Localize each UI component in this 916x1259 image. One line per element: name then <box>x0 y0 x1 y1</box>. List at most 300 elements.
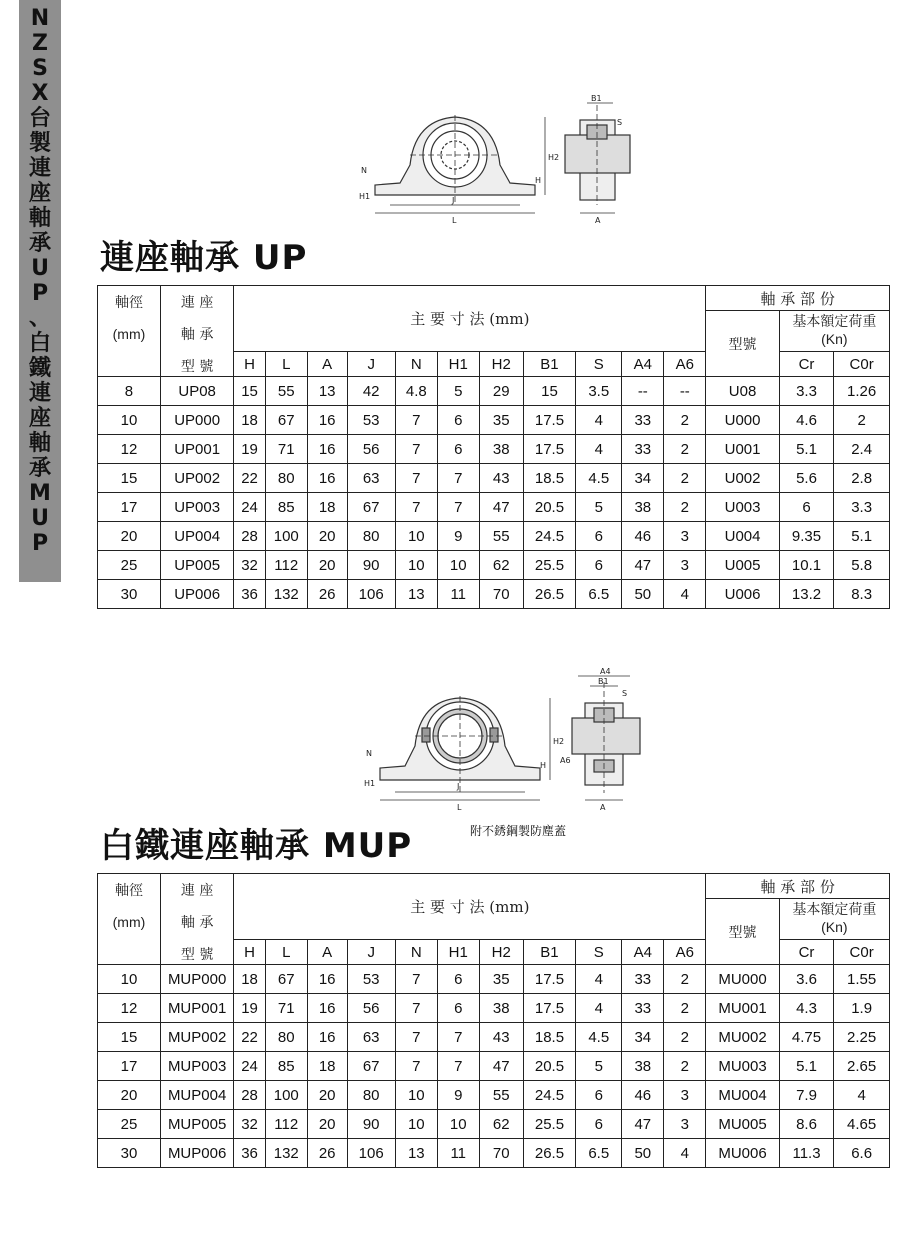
table-cell: 56 <box>347 994 395 1023</box>
table-cell: 1.26 <box>834 377 890 406</box>
table-cell: 13 <box>395 580 437 609</box>
table-cell: U08 <box>706 377 779 406</box>
table-cell: 67 <box>265 965 307 994</box>
table-cell: 32 <box>234 1110 265 1139</box>
mup-label-h2: H2 <box>553 737 565 746</box>
table-cell: 20 <box>98 522 161 551</box>
table-cell: 4 <box>576 965 622 994</box>
table-cell: 80 <box>265 464 307 493</box>
table-cell: 17 <box>98 493 161 522</box>
table-cell: UP002 <box>160 464 233 493</box>
unit-label-2: 軸 承 <box>180 915 214 931</box>
table-cell: 4.5 <box>576 1023 622 1052</box>
model-header: 型號 <box>706 899 779 965</box>
table-cell: U000 <box>706 406 779 435</box>
table-cell: 2 <box>664 493 706 522</box>
table-cell: 18 <box>307 1052 347 1081</box>
table-cell: 8.3 <box>834 580 890 609</box>
table-cell: 17.5 <box>523 994 575 1023</box>
table-cell: 36 <box>234 1139 265 1168</box>
table-cell: 4 <box>834 1081 890 1110</box>
table-cell: 24.5 <box>523 1081 575 1110</box>
bore-unit: (mm) <box>112 914 146 930</box>
table-cell: UP005 <box>160 551 233 580</box>
bore-label: 軸徑 <box>114 883 143 899</box>
table-cell: 4.5 <box>576 464 622 493</box>
table-cell: 9 <box>437 1081 479 1110</box>
table-cell: 6 <box>576 1081 622 1110</box>
table-cell: 34 <box>622 464 664 493</box>
up-label-h1: H1 <box>359 192 371 201</box>
table-cell: 5.6 <box>779 464 834 493</box>
table-cell: 3 <box>664 1081 706 1110</box>
up-label-s: S <box>617 118 623 127</box>
load-header <box>779 899 889 940</box>
table-cell: 112 <box>265 551 307 580</box>
sidebar-char: P <box>31 281 49 306</box>
table-cell: UP006 <box>160 580 233 609</box>
table-cell: 7 <box>437 1023 479 1052</box>
table-cell: 46 <box>622 1081 664 1110</box>
sidebar-char: 座 <box>28 406 51 431</box>
load-label: 基本額定荷重 <box>792 314 877 330</box>
table-cell: 7 <box>437 493 479 522</box>
up-label-b1: B1 <box>591 95 602 103</box>
table-cell: 2.4 <box>834 435 890 464</box>
col-header-a6: A6 <box>664 352 706 377</box>
table-cell: 55 <box>265 377 307 406</box>
table-cell: 7 <box>395 994 437 1023</box>
table-row <box>98 1110 890 1139</box>
sidebar-char: 、 <box>28 306 51 331</box>
table-cell: 4 <box>576 435 622 464</box>
table-cell: 71 <box>265 994 307 1023</box>
table-cell: 7 <box>395 1052 437 1081</box>
table-cell: 18 <box>307 493 347 522</box>
table-cell: 1.9 <box>834 994 890 1023</box>
table-row <box>98 580 890 609</box>
table-cell: MUP004 <box>160 1081 233 1110</box>
table-cell: MU001 <box>706 994 779 1023</box>
table-cell: 4 <box>664 1139 706 1168</box>
table-cell: 20 <box>307 551 347 580</box>
table-row <box>98 1139 890 1168</box>
table-cell: 11 <box>437 580 479 609</box>
table-cell: 46 <box>622 522 664 551</box>
table-cell: 42 <box>347 377 395 406</box>
table-cell: 55 <box>479 1081 523 1110</box>
table-cell: U004 <box>706 522 779 551</box>
bore-header <box>98 874 161 965</box>
sidebar-char: 連 <box>28 381 51 406</box>
table-cell: 22 <box>234 1023 265 1052</box>
mup-drawing <box>360 668 655 818</box>
table-cell: 43 <box>479 1023 523 1052</box>
table-cell: MU005 <box>706 1110 779 1139</box>
table-cell: 15 <box>234 377 265 406</box>
table-cell: 2.65 <box>834 1052 890 1081</box>
table-cell: 2 <box>834 406 890 435</box>
table-row <box>98 1023 890 1052</box>
table-cell: 63 <box>347 464 395 493</box>
table-cell: 17.5 <box>523 435 575 464</box>
table-cell: 24 <box>234 1052 265 1081</box>
table-cell: 2.25 <box>834 1023 890 1052</box>
table-cell: 7 <box>395 965 437 994</box>
table-cell: 30 <box>98 1139 161 1168</box>
up-label-h2: H2 <box>548 153 560 162</box>
load-header <box>779 311 889 352</box>
table-cell: 67 <box>265 406 307 435</box>
unit-label-3: 型 號 <box>180 359 214 375</box>
c0r-header: C0r <box>834 352 890 377</box>
table-cell: 16 <box>307 435 347 464</box>
sidebar-char: U <box>31 256 49 281</box>
table-cell: 4.75 <box>779 1023 834 1052</box>
table-cell: 13.2 <box>779 580 834 609</box>
mup-spec-table <box>97 873 890 1168</box>
table-cell: 7 <box>395 435 437 464</box>
table-cell: 4 <box>664 580 706 609</box>
table-row <box>98 965 890 994</box>
table-cell: 10 <box>437 1110 479 1139</box>
table-cell: 33 <box>622 965 664 994</box>
cr-header: Cr <box>779 940 834 965</box>
table-cell: 6.5 <box>576 580 622 609</box>
up-label-l: L <box>452 216 457 225</box>
table-cell: 26.5 <box>523 1139 575 1168</box>
table-cell: 29 <box>479 377 523 406</box>
table-cell: -- <box>622 377 664 406</box>
table-cell: 2 <box>664 406 706 435</box>
sidebar-char: 承 <box>28 456 51 481</box>
col-header-h1: H1 <box>437 940 479 965</box>
mup-section-title: 白鐵連座軸承 MUP <box>100 826 413 866</box>
table-cell: 18 <box>234 406 265 435</box>
table-row <box>98 377 890 406</box>
bore-label: 軸徑 <box>114 295 143 311</box>
table-cell: 90 <box>347 551 395 580</box>
table-cell: 53 <box>347 965 395 994</box>
table-cell: 4.65 <box>834 1110 890 1139</box>
table-cell: 5 <box>576 1052 622 1081</box>
table-cell: 4.8 <box>395 377 437 406</box>
table-row <box>98 1052 890 1081</box>
table-cell: 36 <box>234 580 265 609</box>
table-cell: 38 <box>622 1052 664 1081</box>
table-cell: 17.5 <box>523 965 575 994</box>
table-cell: 85 <box>265 493 307 522</box>
up-label-a: A <box>595 216 601 225</box>
table-cell: 20 <box>307 1110 347 1139</box>
table-cell: 33 <box>622 435 664 464</box>
table-cell: MU003 <box>706 1052 779 1081</box>
table-cell: MUP003 <box>160 1052 233 1081</box>
table-cell: 6.5 <box>576 1139 622 1168</box>
table-cell: 4.3 <box>779 994 834 1023</box>
table-cell: 4 <box>576 406 622 435</box>
table-cell: UP001 <box>160 435 233 464</box>
table-cell: 16 <box>307 406 347 435</box>
table-cell: MUP000 <box>160 965 233 994</box>
sidebar-tab <box>19 0 61 582</box>
mup-label-b1: B1 <box>598 677 609 686</box>
up-section-title: 連座軸承 UP <box>100 238 308 278</box>
table-cell: 26 <box>307 1139 347 1168</box>
up-label-j: J <box>452 196 455 205</box>
table-cell: 18 <box>234 965 265 994</box>
table-cell: 28 <box>234 522 265 551</box>
table-cell: 6 <box>437 406 479 435</box>
table-cell: 71 <box>265 435 307 464</box>
mup-caption: 附不銹鋼製防塵蓋 <box>470 824 567 838</box>
table-cell: 3.3 <box>779 377 834 406</box>
table-cell: 12 <box>98 435 161 464</box>
table-cell: 5 <box>576 493 622 522</box>
table-cell: 3 <box>664 522 706 551</box>
model-header: 型號 <box>706 311 779 377</box>
sidebar-char: 鐵 <box>28 356 51 381</box>
col-header-n: N <box>395 352 437 377</box>
table-cell: 20.5 <box>523 1052 575 1081</box>
table-cell: 85 <box>265 1052 307 1081</box>
mup-label-h: H <box>540 761 547 770</box>
table-cell: 80 <box>347 522 395 551</box>
table-cell: 10 <box>98 406 161 435</box>
load-unit: (Kn) <box>821 331 848 347</box>
table-cell: 80 <box>347 1081 395 1110</box>
table-cell: 24 <box>234 493 265 522</box>
table-cell: 55 <box>479 522 523 551</box>
table-cell: 80 <box>265 1023 307 1052</box>
table-cell: 32 <box>234 551 265 580</box>
table-cell: 2 <box>664 464 706 493</box>
table-cell: 5.1 <box>834 522 890 551</box>
table-cell: 6 <box>779 493 834 522</box>
table-cell: 3.5 <box>576 377 622 406</box>
table-cell: 50 <box>622 1139 664 1168</box>
col-header-a4: A4 <box>622 940 664 965</box>
col-header-h: H <box>234 940 265 965</box>
sidebar-char: 軸 <box>28 206 51 231</box>
table-cell: 7 <box>395 406 437 435</box>
table-cell: 9 <box>437 522 479 551</box>
load-unit: (Kn) <box>821 919 848 935</box>
table-cell: 47 <box>479 1052 523 1081</box>
table-cell: 19 <box>234 435 265 464</box>
table-cell: 20.5 <box>523 493 575 522</box>
col-header-h: H <box>234 352 265 377</box>
table-cell: 7 <box>437 464 479 493</box>
table-cell: 34 <box>622 1023 664 1052</box>
table-row <box>98 406 890 435</box>
table-cell: 1.55 <box>834 965 890 994</box>
table-cell: 26 <box>307 580 347 609</box>
bore-header <box>98 286 161 377</box>
table-cell: 10 <box>437 551 479 580</box>
table-cell: MUP006 <box>160 1139 233 1168</box>
table-cell: 13 <box>395 1139 437 1168</box>
table-cell: 2.8 <box>834 464 890 493</box>
table-cell: 67 <box>347 493 395 522</box>
col-header-l: L <box>265 940 307 965</box>
table-cell: 47 <box>622 551 664 580</box>
dims-header: 主 要 寸 法 (mm) <box>234 874 706 940</box>
mup-label-a6: A6 <box>560 756 571 765</box>
table-cell: 70 <box>479 580 523 609</box>
sidebar-char: S <box>32 56 48 81</box>
mup-label-h1: H1 <box>364 779 376 788</box>
table-cell: 35 <box>479 406 523 435</box>
unit-header <box>160 286 233 377</box>
table-cell: 70 <box>479 1139 523 1168</box>
table-cell: 5.1 <box>779 1052 834 1081</box>
table-cell: 24.5 <box>523 522 575 551</box>
sidebar-char: M <box>29 481 51 506</box>
table-cell: 15 <box>98 464 161 493</box>
unit-label-2: 軸 承 <box>180 327 214 343</box>
mup-label-a4: A4 <box>600 668 611 676</box>
table-cell: 25 <box>98 551 161 580</box>
table-row <box>98 522 890 551</box>
table-cell: 17 <box>98 1052 161 1081</box>
table-cell: 3 <box>664 1110 706 1139</box>
col-header-a4: A4 <box>622 352 664 377</box>
up-drawing <box>355 95 645 235</box>
table-cell: 16 <box>307 965 347 994</box>
table-row <box>98 551 890 580</box>
sidebar-char: 承 <box>28 231 51 256</box>
unit-label-1: 連 座 <box>180 883 214 899</box>
bearing-header: 軸 承 部 份 <box>706 286 890 311</box>
table-cell: 5 <box>437 377 479 406</box>
table-cell: 62 <box>479 551 523 580</box>
table-cell: 5.1 <box>779 435 834 464</box>
mup-label-a: A <box>600 803 606 812</box>
table-cell: 112 <box>265 1110 307 1139</box>
table-cell: U006 <box>706 580 779 609</box>
load-label: 基本額定荷重 <box>792 902 877 918</box>
table-cell: 38 <box>479 994 523 1023</box>
table-cell: UP08 <box>160 377 233 406</box>
table-cell: 35 <box>479 965 523 994</box>
table-cell: 2 <box>664 1023 706 1052</box>
table-cell: 25 <box>98 1110 161 1139</box>
table-cell: 20 <box>307 522 347 551</box>
up-label-h: H <box>535 176 542 185</box>
bore-unit: (mm) <box>112 326 146 342</box>
col-header-b1: B1 <box>523 940 575 965</box>
table-cell: U002 <box>706 464 779 493</box>
table-row <box>98 994 890 1023</box>
table-row <box>98 493 890 522</box>
table-cell: 10 <box>395 1110 437 1139</box>
table-cell: 17.5 <box>523 406 575 435</box>
col-header-a: A <box>307 352 347 377</box>
table-cell: 10 <box>395 551 437 580</box>
table-cell: 3.3 <box>834 493 890 522</box>
table-cell: 7 <box>395 1023 437 1052</box>
col-header-l: L <box>265 352 307 377</box>
table-cell: 22 <box>234 464 265 493</box>
col-header-a6: A6 <box>664 940 706 965</box>
table-cell: MU000 <box>706 965 779 994</box>
col-header-h2: H2 <box>479 940 523 965</box>
table-cell: 4.6 <box>779 406 834 435</box>
table-cell: 16 <box>307 1023 347 1052</box>
sidebar-char: 台 <box>28 106 51 131</box>
table-cell: 16 <box>307 464 347 493</box>
table-row <box>98 1081 890 1110</box>
sidebar-char: 白 <box>28 331 51 356</box>
table-cell: 5.8 <box>834 551 890 580</box>
col-header-n: N <box>395 940 437 965</box>
table-cell: 10 <box>395 522 437 551</box>
bearing-header: 軸 承 部 份 <box>706 874 890 899</box>
table-cell: 90 <box>347 1110 395 1139</box>
table-cell: 6 <box>576 551 622 580</box>
table-cell: 63 <box>347 1023 395 1052</box>
table-row <box>98 464 890 493</box>
table-cell: U001 <box>706 435 779 464</box>
table-cell: 7 <box>395 464 437 493</box>
table-cell: 6 <box>437 435 479 464</box>
table-cell: 106 <box>347 1139 395 1168</box>
table-cell: 6 <box>576 522 622 551</box>
table-cell: 26.5 <box>523 580 575 609</box>
table-cell: 18.5 <box>523 464 575 493</box>
table-cell: 25.5 <box>523 551 575 580</box>
table-cell: 100 <box>265 1081 307 1110</box>
sidebar-char: 軸 <box>28 431 51 456</box>
table-cell: 9.35 <box>779 522 834 551</box>
table-cell: 6.6 <box>834 1139 890 1168</box>
table-cell: 3 <box>664 551 706 580</box>
table-cell: 38 <box>622 493 664 522</box>
table-cell: 20 <box>307 1081 347 1110</box>
dims-header: 主 要 寸 法 (mm) <box>234 286 706 352</box>
mup-label-s: S <box>622 689 628 698</box>
table-cell: 2 <box>664 994 706 1023</box>
table-cell: 11 <box>437 1139 479 1168</box>
table-cell: 15 <box>98 1023 161 1052</box>
col-header-b1: B1 <box>523 352 575 377</box>
table-cell: U005 <box>706 551 779 580</box>
table-cell: 30 <box>98 580 161 609</box>
table-cell: 38 <box>479 435 523 464</box>
table-cell: UP000 <box>160 406 233 435</box>
table-cell: 12 <box>98 994 161 1023</box>
cr-header: Cr <box>779 352 834 377</box>
table-cell: 10 <box>98 965 161 994</box>
table-cell: 106 <box>347 580 395 609</box>
mup-label-j: J <box>457 782 460 791</box>
table-cell: 7 <box>395 493 437 522</box>
col-header-s: S <box>576 352 622 377</box>
table-cell: MUP005 <box>160 1110 233 1139</box>
sidebar-char: N <box>30 6 50 31</box>
table-cell: MU004 <box>706 1081 779 1110</box>
table-cell: 10.1 <box>779 551 834 580</box>
table-cell: 6 <box>576 1110 622 1139</box>
col-header-h2: H2 <box>479 352 523 377</box>
col-header-h1: H1 <box>437 352 479 377</box>
sidebar-char: X <box>31 81 49 106</box>
table-cell: 47 <box>479 493 523 522</box>
table-cell: 2 <box>664 1052 706 1081</box>
mup-label-n: N <box>366 749 372 758</box>
up-label-n: N <box>361 166 367 175</box>
